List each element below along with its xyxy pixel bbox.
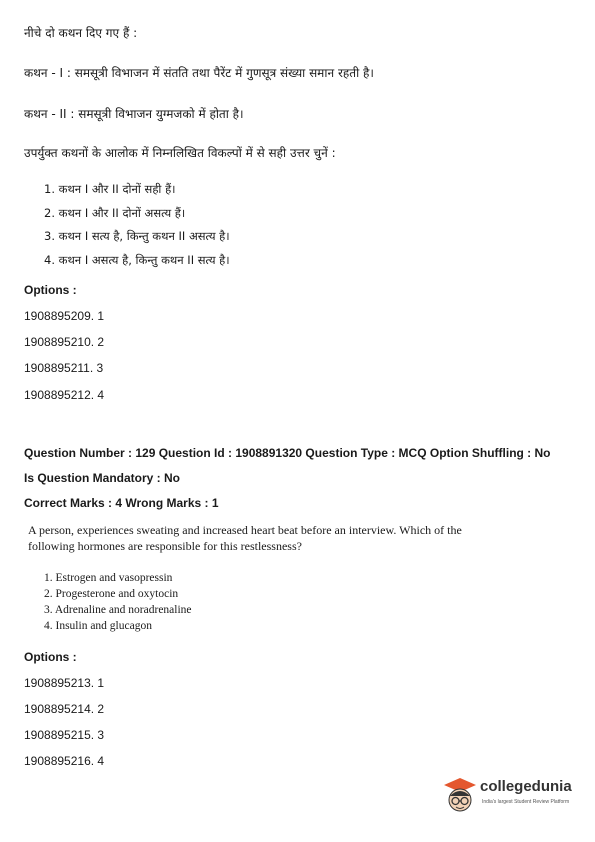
q2-header-line-2: Is Question Mandatory : No: [24, 471, 181, 485]
q1-intro: नीचे दो कथन दिए गए हैं :: [24, 26, 138, 40]
q2-header-line-1: Question Number : 129 Question Id : 1908891320 Question Type : MCQ Option Shuffling : No: [24, 446, 551, 460]
list-item: 1. Estrogen and vasopressin: [44, 572, 173, 584]
q2-text-line-1: A person, experiences sweating and increased heart beat before an interview. Which of the: [28, 523, 462, 537]
logo-wordmark: collegedunia: [480, 778, 572, 795]
q1-choice-list: [44, 182, 230, 276]
list-item: 2. कथन I और II दोनों असत्य हैं।: [44, 205, 186, 220]
list-item: 3. कथन I सत्य है, किन्तु कथन II असत्य है।: [44, 229, 230, 243]
q1-option-2: 1908895210. 2: [24, 335, 105, 349]
q2-marks: Correct Marks : 4 Wrong Marks : 1: [24, 496, 219, 510]
list-item: 2. Progesterone and oxytocin: [44, 588, 179, 600]
q2-option-3: 1908895215. 3: [24, 728, 105, 742]
q2-text-line-2: following hormones are responsible for this restlessness?: [28, 539, 302, 553]
q1-statement-2: कथन - II : समसूत्री विभाजन युग्मजको में होता है।: [24, 107, 244, 121]
q1-option-3: 1908895211. 3: [24, 361, 104, 375]
q1-instruction: उपर्युक्त कथनों के आलोक में निम्नलिखित विकल्पों में से सही उत्तर चुनें :: [24, 146, 336, 160]
list-item: 1. कथन I और II दोनों सही हैं।: [44, 182, 176, 196]
q1-option-4: 1908895212. 4: [24, 388, 105, 402]
q1-option-1: 1908895209. 1: [24, 309, 105, 323]
q1-options-label: Options :: [24, 283, 77, 297]
collegedunia-logo: [442, 776, 582, 820]
q2-options-label: Options :: [24, 650, 77, 664]
list-item: 4. कथन I असत्य है, किन्तु कथन II सत्य है।: [44, 252, 230, 267]
list-item: 4. Insulin and glucagon: [44, 620, 152, 632]
q2-option-1: 1908895213. 1: [24, 676, 105, 690]
q1-statement-1: कथन - I : समसूत्री विभाजन में संतति तथा पैरेंट में गुणसूत्र संख्या समान रहती है।: [24, 66, 374, 80]
list-item: 3. Adrenaline and noradrenaline: [44, 604, 192, 616]
q2-choice-list: [44, 572, 192, 636]
mascot-icon: [442, 776, 478, 816]
q2-option-4: 1908895216. 4: [24, 754, 105, 768]
logo-tagline: India's largest Student Review Platform: [482, 799, 570, 805]
q2-option-2: 1908895214. 2: [24, 702, 105, 716]
